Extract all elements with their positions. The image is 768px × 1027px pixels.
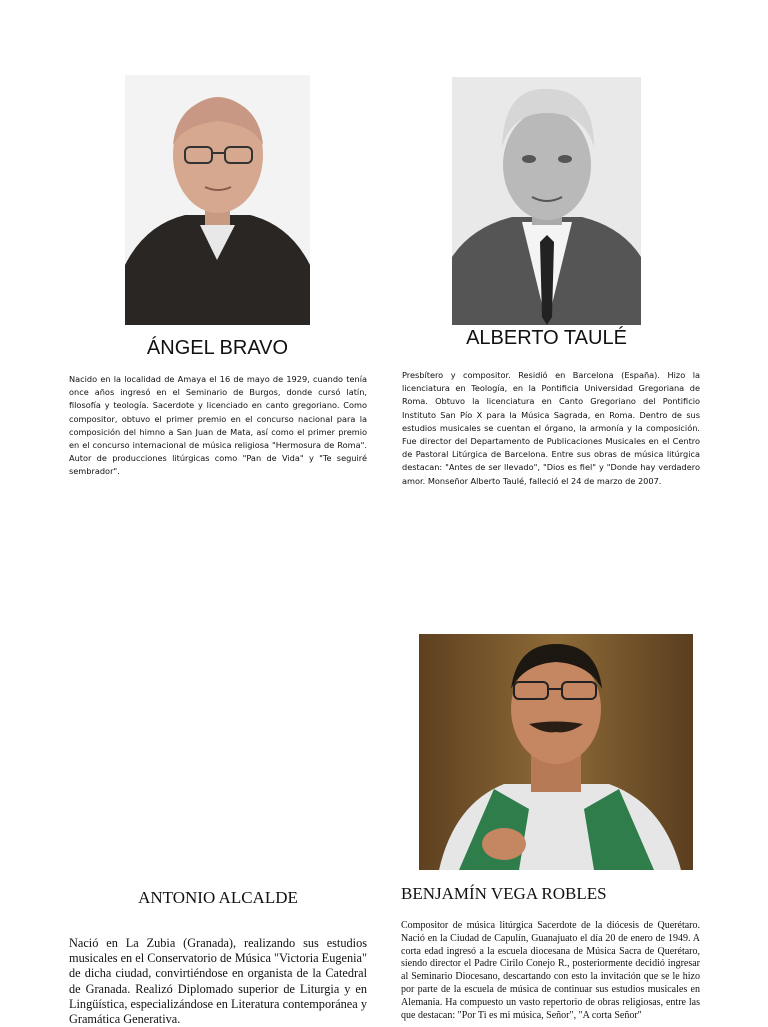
- portrait-photo-bravo: [125, 75, 310, 325]
- profile-bio: Nació en La Zubia (Granada), realizando sus estudios musicales en el Conservatorio de Música "Victoria Eugenia" de dicha ciudad, convirtiéndose en organista de la Catedral de Granada. Realizó Diplomado superior de Liturgia y en Lingüística, especializándose en Literatura contemporánea y Gramática Generativa.: [69, 936, 367, 1027]
- profile-name: BENJAMÍN VEGA ROBLES: [401, 884, 607, 903]
- profile-name: ÁNGEL BRAVO: [146, 337, 289, 359]
- profile-name: ANTONIO ALCALDE: [138, 888, 298, 907]
- profile-bio: Nacido en la localidad de Amaya el 16 de mayo de 1929, cuando tenía once años ingresó en el Seminario de Burgos, donde cursó latín, filosofía y teología. Sacerdote y licenciado en canto gregoriano. Como compositor, obtuvo el primer premio en el concurso nacional para la composición del himno a San Juan de Mata, así como el primer premio en el concurso internacional de música religiosa "Hermosura de Roma". Autor de producciones litúrgicas como "Pan de Vida" y "Te seguiré sembrador".: [69, 374, 367, 477]
- profile-name: ALBERTO TAULÉ: [466, 327, 627, 349]
- profile-bio: Presbítero y compositor. Residió en Barcelona (España). Hizo la licenciatura en Teología, en la Pontificia Universidad Gregoriana de Roma. Obtuvo la licenciatura en Canto Gregoriano del Pontificio Instituto San Pío X para la Música Sagrada, en Roma. Dentro de sus estudios musicales se cuentan el órgano, la armonía y la composición. Fue director del Departamento de Publicaciones Musicales en el Centro de Pastoral Litúrgica de Barcelona. Entre sus obras de música litúrgica destacan: "Antes de ser llevado", "Dios es fiel" y "Donde hay verdadero amor. Monseñor Alberto Taulé, falleció el 24 de marzo de 2007.: [402, 370, 700, 486]
- portrait-photo-taule: [452, 77, 641, 325]
- profile-bio: Compositor de música litúrgica Sacerdote de la diócesis de Querétaro. Nació en la Ciudad de Capulín, Guanajuato el día 20 de enero de 1949. A corta edad ingresó a la escuela diocesana de Música Sacra de Querétaro, siendo director el Padre Cirilo Conejo R., posteriormente decidió ingresar al Seminario Diocesano, descartando con esto la invitación que se le hizo por parte de la escuela de música de continuar sus estudios musicales en Alemania. Ha compuesto un vasto repertorio de obras religiosas, entre las que destacan: "Por Ti es mi música, Señor", "A corta Señor": [401, 920, 700, 1021]
- portrait-photo-vega: [419, 634, 693, 870]
